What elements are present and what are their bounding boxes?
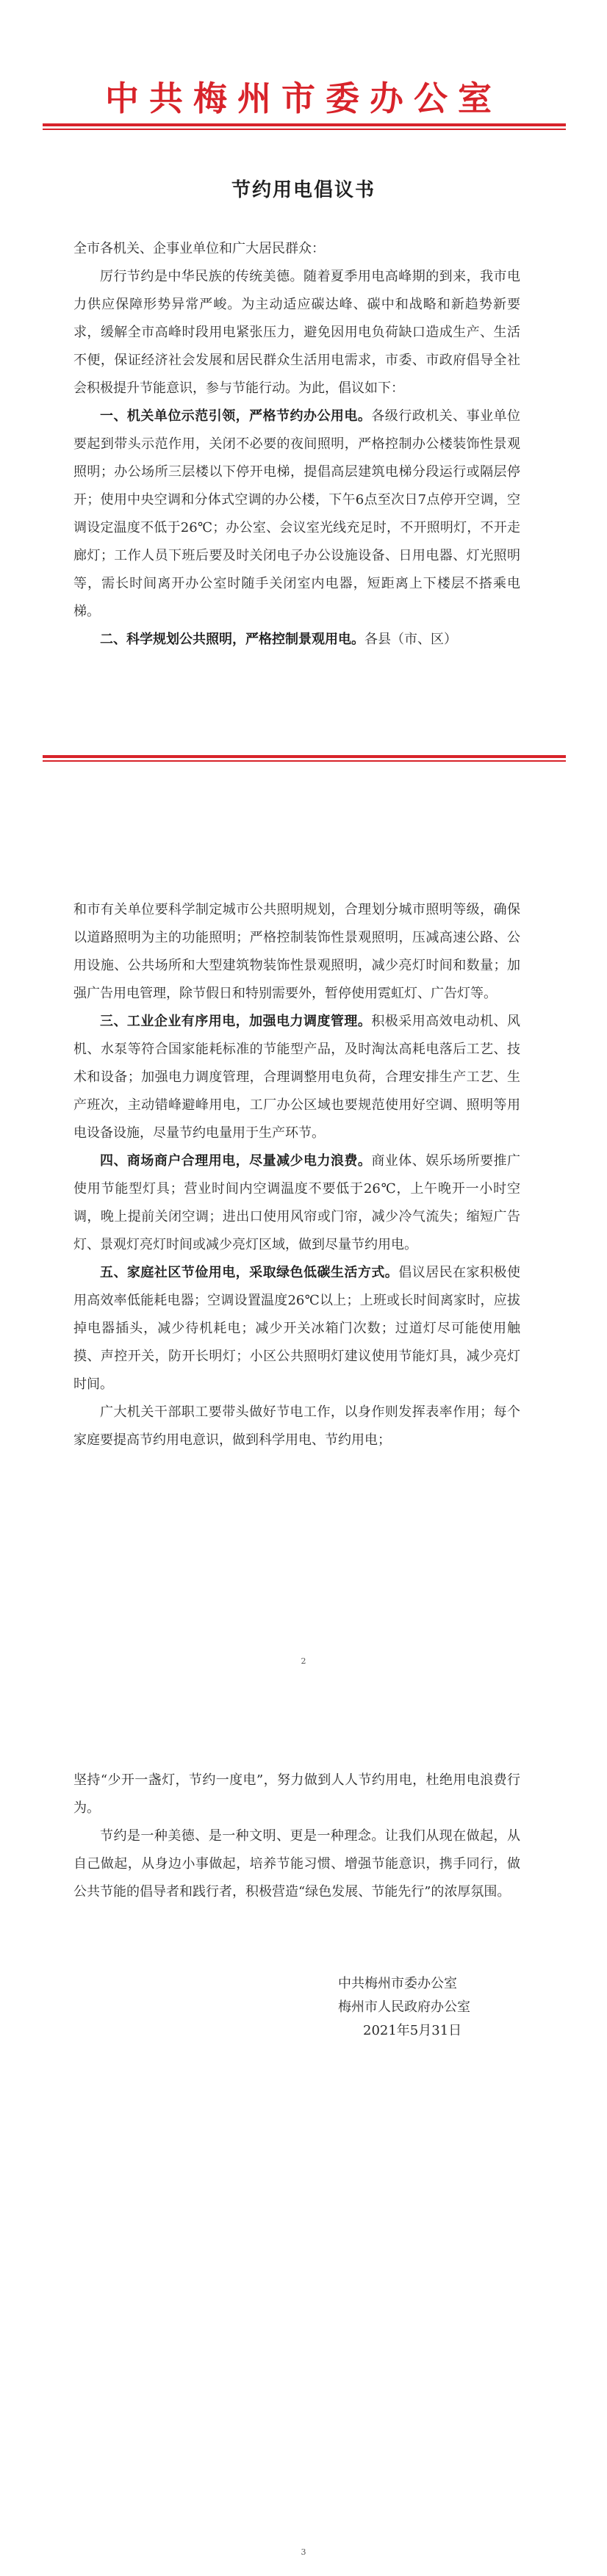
closing-paragraph-end: 坚持“少开一盏灯，节约一度电”，努力做到人人节约用电，杜绝用电浪费行为。 [73, 1772, 520, 1816]
document-title: 节约用电倡议书 [231, 179, 376, 201]
signature-block [338, 1972, 507, 2043]
section-5-body: 倡议居民在家积极使用高效率低能耗电器；空调设置温度26℃以上；上班或长时间离家时，应拔掉电器插头，减少待机耗电；减少开关冰箱门次数；过道灯尽可能使用触摸、声控开关，防开长明灯；小区公共照明灯建议使用节能灯具，减少亮灯时间。 [73, 1265, 520, 1392]
salutation: 全市各机关、企事业单位和广大居民群众： [73, 241, 325, 256]
section-1-body: 各级行政机关、事业单位要起到带头示范作用，关闭不必要的夜间照明，严格控制办公楼装饰性景观照明；办公场所三层楼以下停开电梯，提倡高层建筑电梯分段运行或隔层停开；使用中央空调和分体式空调的办公楼，下午6点至次日7点停开空调，空调设定温度不低于26℃；办公室、会议室光线充足时，不开照明灯，不开走廊灯；工作人员下班后要及时关闭电子办公设施设备、日用电器、灯光照明等，需长时间离开办公室时随手关闭室内电器，短距离上下楼层不搭乘电梯。 [73, 408, 521, 619]
header-red-rule-thin [43, 129, 566, 130]
section-1-heading: 一、机关单位示范引领，严格节约办公用电。 [100, 408, 372, 424]
signature-date: 2021年5月31日 [363, 2023, 462, 2038]
section-5 [73, 1259, 520, 1399]
section-2-body-start: 各县（市、区） [364, 632, 457, 647]
section-4-body: 商业体、娱乐场所要推广使用节能型灯具；营业时间内空调温度不要低于26℃，上午晚开一小时空调，晚上提前关闭空调；进出口使用风帘或门帘，减少冷气流失；缩短广告灯、景观灯亮灯时间或减少亮灯区域，做到尽量节约用电。 [73, 1153, 521, 1252]
section-2-start [73, 626, 520, 654]
section-3-heading: 三、工业企业有序用电，加强电力调度管理。 [100, 1014, 372, 1029]
page-number-3: 3 [301, 2547, 306, 2557]
section-5-heading: 五、家庭社区节俭用电，采取绿色低碳生活方式。 [100, 1265, 399, 1280]
section-1 [73, 403, 520, 626]
section-2-continued: 和市有关单位要科学制定城市公共照明规划，合理划分城市照明等级，确保以道路照明为主的功能照明；严格控制装饰性景观照明，压减高速公路、公用设施、公共场所和大型建筑物装饰性景观照明，减少亮灯时间和数量；加强广告用电管理，除节假日和特别需要外，暂停使用霓虹灯、广告灯等。 [73, 902, 520, 1001]
signatory-2: 梅州市人民政府办公室 [338, 1999, 470, 2015]
intro-paragraph: 厉行节约是中华民族的传统美德。随着夏季用电高峰期的到来，我市电力供应保障形势异常严峻。为主动适应碳达峰、碳中和战略和新趋势新要求，缓解全市高峰时段用电紧张压力，避免因用电负荷缺口造成生产、生活不便，保证经济社会发展和居民群众生活用电需求，市委、市政府倡导全社会积极提升节能意识，参与节能行动。为此，倡议如下： [73, 269, 520, 396]
final-paragraph: 节约是一种美德、是一种文明、更是一种理念。让我们从现在做起，从自己做起，从身边小事做起，培养节能习惯、增强节能意识，携手同行，做公共节能的倡导者和践行者，积极营造“绿色发展、节能先行”的浓厚氛围。 [73, 1828, 520, 1899]
page1-body [73, 235, 520, 654]
page-1 [0, 0, 607, 845]
closing-paragraph-start: 广大机关干部职工要带头做好节电工作，以身作则发挥表率作用；每个家庭要提高节约用电意识，做到科学用电、节约用电； [73, 1404, 520, 1448]
footer-red-rule-thin [43, 760, 566, 762]
section-4-heading: 四、商场商户合理用电，尽量减少电力浪费。 [100, 1153, 372, 1169]
page3-body [73, 1767, 520, 1906]
footer-red-rule [43, 755, 566, 758]
section-2-heading: 二、科学规划公共照明，严格控制景观用电。 [100, 632, 364, 647]
page2-body [73, 896, 520, 1454]
signatory-1: 中共梅州市委办公室 [338, 1976, 457, 1991]
header-red-rule [43, 123, 566, 126]
section-3-body: 积极采用高效电动机、风机、水泵等符合国家能耗标准的节能型产品，及时淘汰高耗电落后工艺、技术和设备；加强电力调度管理，合理调整用电负荷，合理安排生产工艺、生产班次，主动错峰避峰用电，工厂办公区域也要规范使用好空调、照明等用电设备设施，尽量节约电量用于生产环节。 [73, 1014, 521, 1141]
page-number-2: 2 [301, 1656, 306, 1666]
section-3 [73, 1008, 520, 1147]
org-header: 中共梅州市委办公室 [105, 79, 502, 118]
section-4 [73, 1147, 520, 1259]
